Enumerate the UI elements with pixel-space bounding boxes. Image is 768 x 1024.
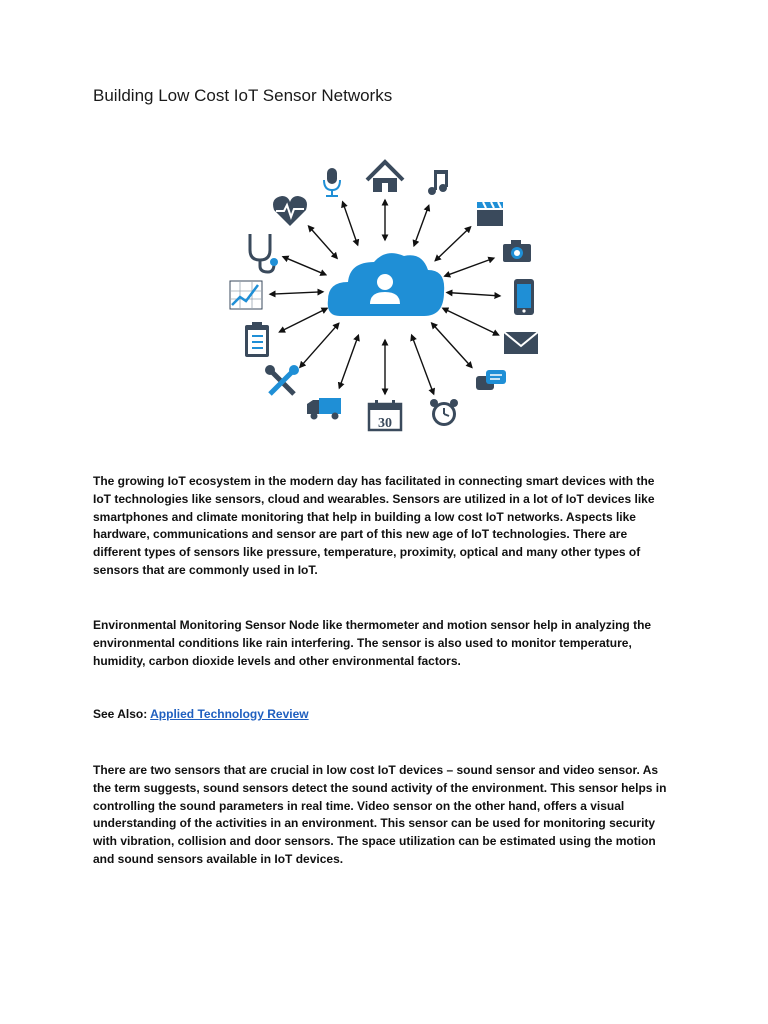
cloud-label: Internet of Things — [349, 316, 421, 326]
connection-arrow — [443, 308, 499, 335]
paragraph-sensors: There are two sensors that are crucial in low cost IoT devices – sound sensor and video sensor. As the term suggests, sound sensors detect the sound activity of the environment. This sensor helps in controlling the sound parameters in real time. Video sensor on the other hand, offers a visual understanding of the activities in an environment. This sensor can be used for monitoring security with vibration, collision and door sensors. The space utilization can be estimated using the motion and sound sensors available in IoT devices. — [93, 763, 667, 866]
connection-arrow — [300, 323, 339, 367]
applied-technology-review-link[interactable]: Applied Technology Review — [150, 707, 309, 721]
calendar-day: 30 — [378, 416, 392, 431]
envelope-icon — [504, 332, 538, 354]
chat-bubbles-icon — [476, 370, 506, 390]
clipboard-icon — [245, 322, 269, 357]
connection-arrow — [339, 335, 358, 388]
camera-icon — [503, 240, 531, 262]
line-chart-icon — [230, 281, 262, 309]
tools-icon — [265, 365, 299, 394]
connection-arrow — [343, 202, 358, 245]
connection-arrow — [414, 205, 429, 245]
page-title: Building Low Cost IoT Sensor Networks — [93, 86, 393, 105]
smartphone-icon — [514, 279, 534, 315]
connection-arrow — [447, 293, 500, 296]
delivery-truck-icon — [307, 398, 341, 420]
clapperboard-icon — [477, 202, 503, 226]
connection-arrow — [309, 226, 338, 258]
connection-arrow — [435, 227, 470, 261]
connection-arrow — [412, 335, 434, 394]
stethoscope-icon — [250, 234, 278, 272]
alarm-clock-icon — [430, 399, 458, 426]
music-note-icon — [428, 170, 448, 195]
connection-arrow — [432, 323, 472, 368]
see-also-label: See Also: — [93, 707, 151, 721]
see-also — [93, 706, 673, 724]
heart-rate-icon — [273, 196, 307, 226]
paragraph-intro: The growing IoT ecosystem in the modern day has facilitated in connecting smart devices with the IoT technologies like sensors, cloud and wearables. Sensors are utilized in a lot of IoT devices like smartphones and climate monitoring that help in building a low cost IoT networks. Aspects like hardware, communications and sensor are part of this new age of IoT technologies. There are different types of sensors like pressure, temperature, proximity, optical and many other types of sensors that are commonly used in IoT. — [93, 474, 655, 577]
connection-arrow — [283, 257, 326, 275]
connection-arrow — [279, 308, 327, 332]
iot-diagram — [222, 152, 548, 438]
microphone-icon — [324, 168, 340, 196]
connection-arrow — [270, 292, 323, 294]
cloud-icon — [328, 253, 444, 316]
connection-arrow — [445, 258, 494, 276]
paragraph-environmental: Environmental Monitoring Sensor Node like thermometer and motion sensor help in analyzing the environmental conditions like rain interfering. The sensor is also used to monitor temperature, humidity, carbon dioxide levels and other environmental factors. — [93, 618, 652, 668]
house-icon — [367, 162, 403, 192]
